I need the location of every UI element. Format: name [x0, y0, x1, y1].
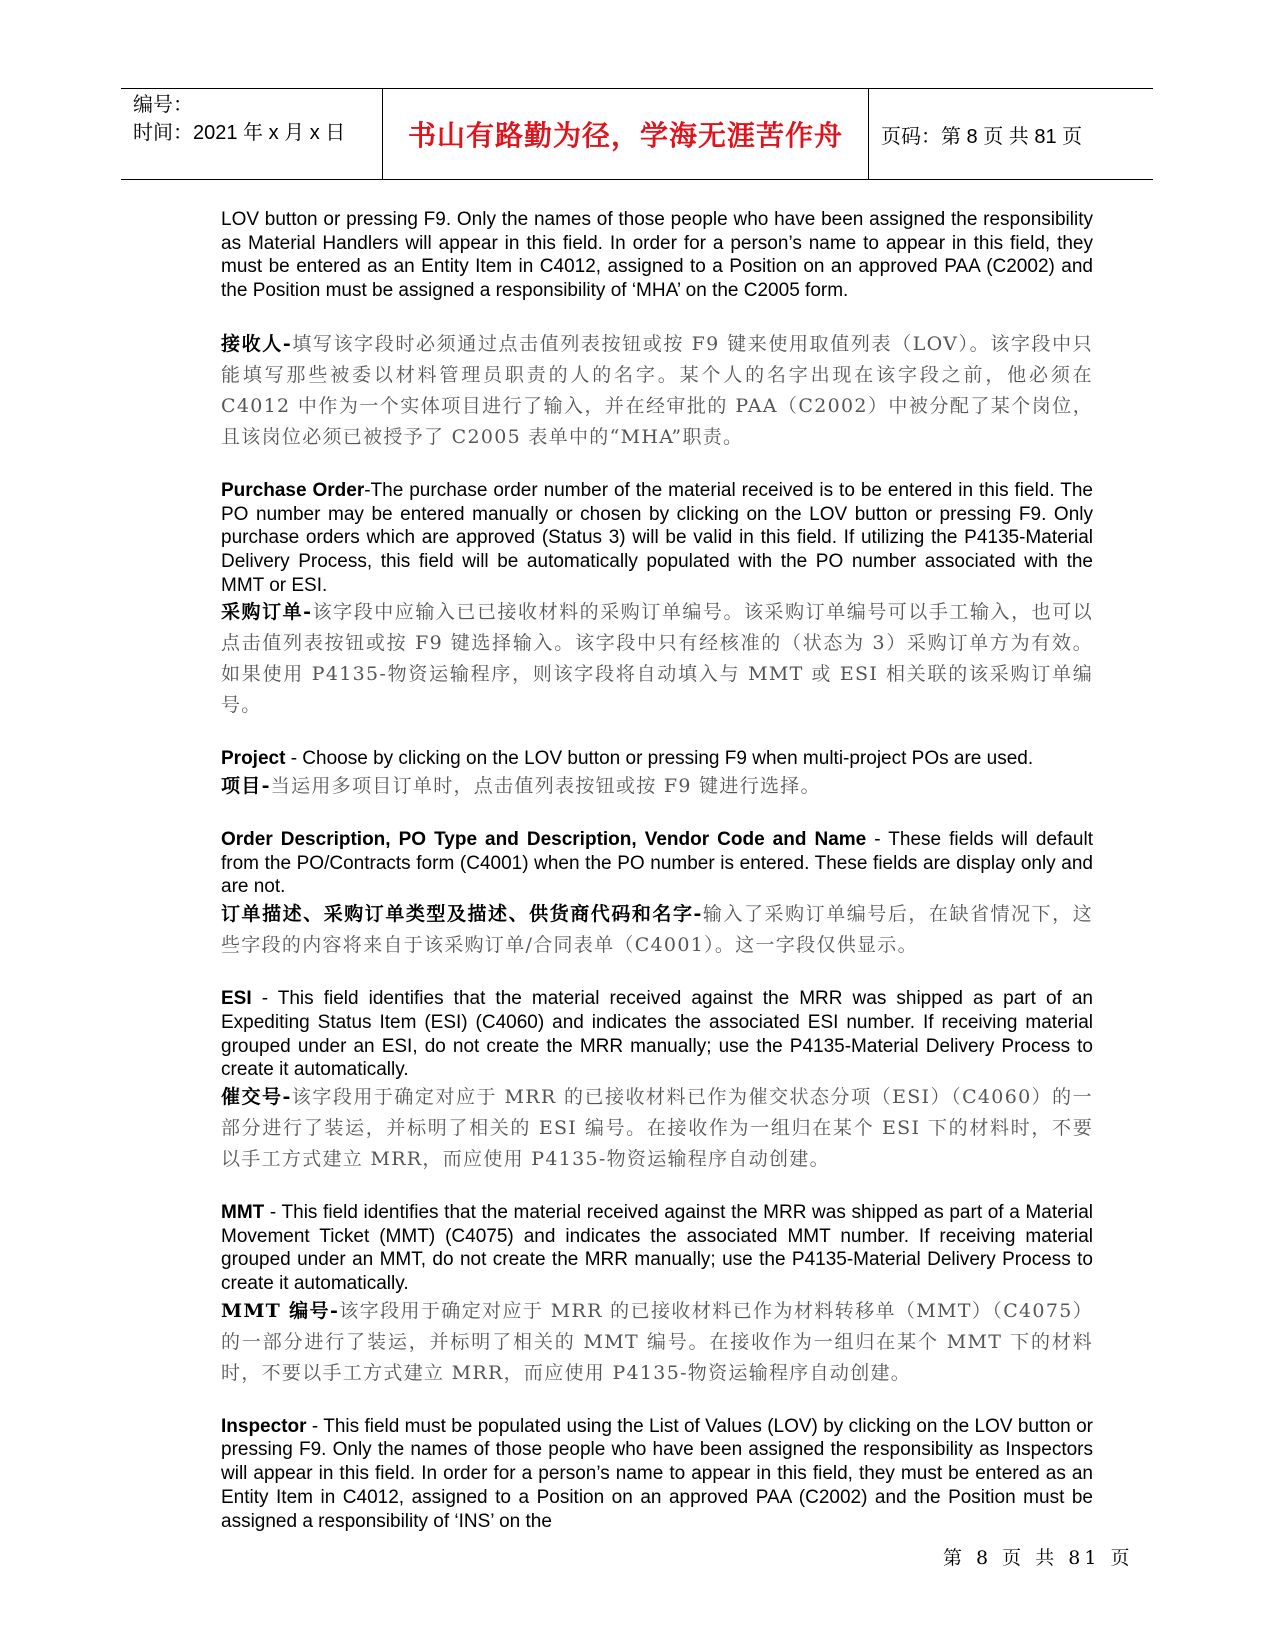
page-header: [121, 88, 1153, 180]
document-body: [221, 208, 1093, 1533]
paragraph-material-handler-zh: 接收人-填写该字段时必须通过点击值列表按钮或按 F9 键来使用取值列表（LOV）。该字段中只能填写那些被委以材料管理员职责的人的名字。某个人的名字出现在该字段之前，他必须在 C4012 中作为一个实体项目进行了输入，并在经审批的 PAA（C2002）中被分配了某个岗位，且该岗位必须已被授予了 C2005 表单中的“MHA”职责。: [221, 332, 1093, 448]
page-footer: 第 8 页 共 81 页: [943, 1547, 1134, 1569]
motto-text: 书山有路勤为径，学海无涯苦作舟: [407, 119, 843, 152]
header-page-cell: [869, 89, 1153, 179]
header-info-cell: [121, 89, 383, 179]
paragraph-esi-en: ESI - This field identifies that the material received against the MRR was shipped as part of an Expediting Status Item (ESI) (C4060) and indicates the associated ESI number. If receiving material grouped under an ESI, do not create the MRR manually; use the P4135-Material Delivery Process to create it automatically.: [221, 988, 1093, 1081]
header-motto-cell: [383, 89, 869, 179]
paragraph-esi-zh: 催交号-该字段用于确定对应于 MRR 的已接收材料已作为催交状态分项（ESI）（C4060）的一部分进行了装运，并标明了相关的 ESI 编号。在接收作为一组归在某个 ESI 下的材料时，不要以手工方式建立 MRR，而应使用 P4135-物资运输程序自动创建。: [221, 1085, 1093, 1170]
paragraph-purchase-order-zh: 采购订单-该字段中应输入已已接收材料的采购订单编号。该采购订单编号可以手工输入，也可以点击值列表按钮或按 F9 键选择输入。该字段中只有经核准的（状态为 3）采购订单方为有效。如果使用 P4135-物资运输程序，则该字段将自动填入与 MMT 或 ESI 相关联的该采购订单编号。: [221, 601, 1093, 717]
paragraph-mmt-en: MMT - This field identifies that the material received against the MRR was shipped as part of a Material Movement Ticket (MMT) (C4075) and indicates the associated MMT number. If receiving material grouped under an MMT, do not create the MRR manually; use the P4135-Material Delivery Process to create it automatically.: [221, 1201, 1093, 1295]
paragraph-inspector-en: Inspector - This field must be populated using the List of Values (LOV) by clicking on the LOV button or pressing F9. Only the names of those people who have been assigned the responsibility as Inspectors will appear in this field. In order for a person’s name to appear in this field, they must be entered as an Entity Item in C4012, assigned to a Position on an approved PAA (C2002) and the Position must be assigned a responsibility of ‘INS’ on the: [221, 1415, 1093, 1532]
paragraph-purchase-order-en: Purchase Order-The purchase order number of the material received is to be entered in this field. The PO number may be entered manually or chosen by clicking on the LOV button or pressing F9. Only purchase orders which are approved (Status 3) will be valid in this field. If utilizing the P4135-Material Delivery Process, this field will be automatically populated with the PO number associated with the MMT or ESI.: [221, 479, 1093, 596]
page-number-label: 页码：第 8 页 共 81 页: [881, 125, 1083, 148]
time-label: 时间：2021 年 x 月 x 日: [133, 122, 346, 144]
paragraph-project-zh: 项目-当运用多项目订单时，点击值列表按钮或按 F9 键进行选择。: [221, 775, 821, 798]
paragraph-project-en: Project - Choose by clicking on the LOV button or pressing F9 when multi-project POs are used.: [221, 748, 1034, 770]
paragraph-order-description-zh: 订单描述、采购订单类型及描述、供货商代码和名字-输入了采购订单编号后，在缺省情况下，这些字段的内容将来自于该采购订单/合同表单（C4001）。这一字段仅供显示。: [221, 903, 1094, 957]
paragraph-material-handler-en: LOV button or pressing F9. Only the names of those people who have been assigned the responsibility as Material Handlers will appear in this field. In order for a person’s name to appear in this field, they must be entered as an Entity Item in C4012, assigned to a Position on an approved PAA (C2002) and the Position must be assigned a responsibility of ‘MHA’ on the C2005 form.: [221, 209, 1093, 302]
paragraph-mmt-zh: MMT 编号-该字段用于确定对应于 MRR 的已接收材料已作为材料转移单（MMT）（C4075）的一部分进行了装运，并标明了相关的 MMT 编号。在接收作为一组归在某个 MMT 下的材料时，不要以手工方式建立 MRR，而应使用 P4135-物资运输程序自动创建。: [221, 1299, 1094, 1384]
doc-number-label: 编号：: [133, 94, 193, 116]
paragraph-order-description-en: Order Description, PO Type and Description, Vendor Code and Name - These fields will default from the PO/Contracts form (C4001) when the PO number is entered. These fields are display only and are not.: [221, 829, 1093, 898]
